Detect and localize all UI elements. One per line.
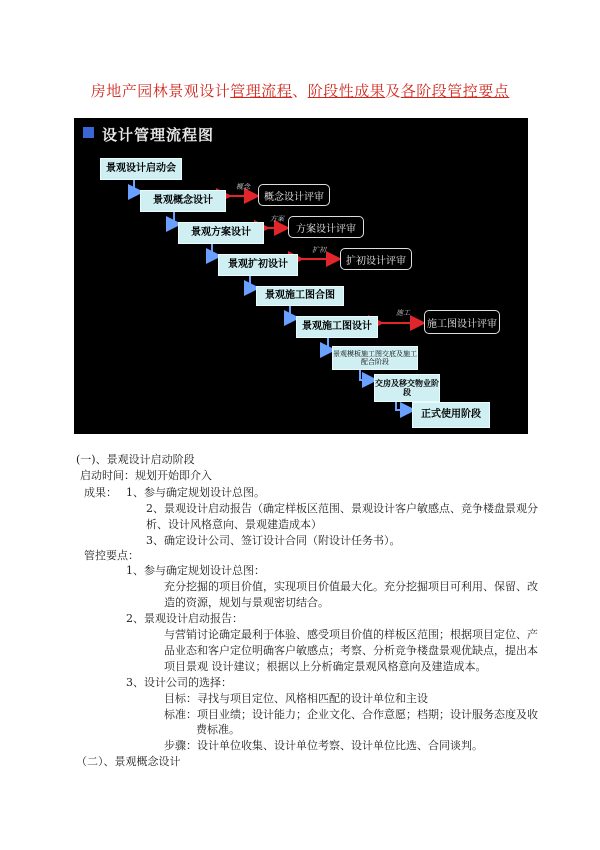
start-time: 启动时间：规划开始即介入 <box>80 469 212 482</box>
flowchart-heading: 设计管理流程图 <box>102 126 215 144</box>
title-text-4: 阶段性成果 <box>307 82 386 100</box>
result-2b: 析、设计风格意向、景观建造成本） <box>146 518 322 531</box>
review-preliminary: 扩初设计评审 <box>340 248 412 270</box>
title-text-2: 管理流程 <box>230 82 293 100</box>
step-scheme: 景观方案设计 <box>178 222 264 244</box>
step-concept: 景观概念设计 <box>140 190 226 212</box>
control-3c: 费标准。 <box>196 723 240 736</box>
review-scheme: 方案设计评审 <box>288 216 364 238</box>
title-text-3: 、 <box>292 82 308 100</box>
control-2: 2、景观设计启动报告： <box>126 612 243 625</box>
section1-heading: (一)、景观设计启动阶段 <box>76 453 195 466</box>
section2-heading: （二）、景观概念设计 <box>76 755 181 768</box>
control-3d: 步骤：设计单位收集、设计单位考察、设计单位比选、合同谈判。 <box>164 739 483 752</box>
results-label: 成果： <box>84 486 117 499</box>
step-preliminary: 景观扩初设计 <box>218 254 298 276</box>
title-text-5: 及 <box>385 82 401 100</box>
control-1: 1、参与确定规划设计总图： <box>126 564 265 577</box>
control-2b: 品业态和客户定位明确客户敏感点；考察、分析竞争楼盘景观优缺点，提出本 <box>164 644 538 657</box>
document-title <box>0 80 600 101</box>
step-kickoff: 景观设计启动会 <box>100 158 182 180</box>
title-text-1: 房地产园林景观设计 <box>90 82 231 100</box>
label-construction: 施工 <box>396 309 410 317</box>
step-handover-construction: 景观模板施工图交底及施工配合阶段 <box>332 346 418 370</box>
title-text-6: 各阶段管控要点 <box>400 82 510 100</box>
control-3: 3、设计公司的选择： <box>126 676 232 689</box>
control-3b: 标准：项目业绩；设计能力；企业文化、合作意愿；档期；设计服务态度及收 <box>164 708 538 721</box>
step-official-use: 正式使用阶段 <box>412 402 490 428</box>
label-concept: 概念 <box>236 183 250 191</box>
control-1b: 造的资源，规划与景观密切结合。 <box>164 596 329 609</box>
step-construction-design: 景观施工图设计 <box>296 316 378 338</box>
step-drawings-merge: 景观施工图合图 <box>256 286 344 306</box>
control-2c: 项目景观 设计建议；根据以上分析确定景观风格意向及建造成本。 <box>164 660 487 673</box>
review-construction: 施工图设计评审 <box>424 310 500 334</box>
control-2a: 与营销讨论确定最利于体验、感受项目价值的样板区范围；根据项目定位、产 <box>164 628 538 641</box>
connector-7 <box>360 370 374 380</box>
label-scheme: 方案 <box>270 215 284 223</box>
connector-8 <box>396 402 412 410</box>
label-preliminary: 扩初 <box>312 246 326 254</box>
control-label: 管控要点： <box>84 549 139 562</box>
result-1: 1、参与确定规划设计总图。 <box>126 486 265 499</box>
control-1a: 充分挖掘的项目价值，实现项目价值最大化。充分挖掘项目可利用、保留、改 <box>164 580 538 593</box>
result-2a: 2、景观设计启动报告（确定样板区范围、景观设计客户敏感点、竞争楼盘景观分 <box>146 502 538 515</box>
step-delivery: 交房及移交物业阶段 <box>374 374 440 402</box>
review-concept: 概念设计评审 <box>258 184 330 206</box>
result-3: 3、确定设计公司、签订设计合同（附设计任务书）。 <box>146 534 401 547</box>
flowchart-image <box>74 118 528 434</box>
control-3a: 目标：寻找与项目定位、风格相匹配的设计单位和主设 <box>164 692 428 705</box>
